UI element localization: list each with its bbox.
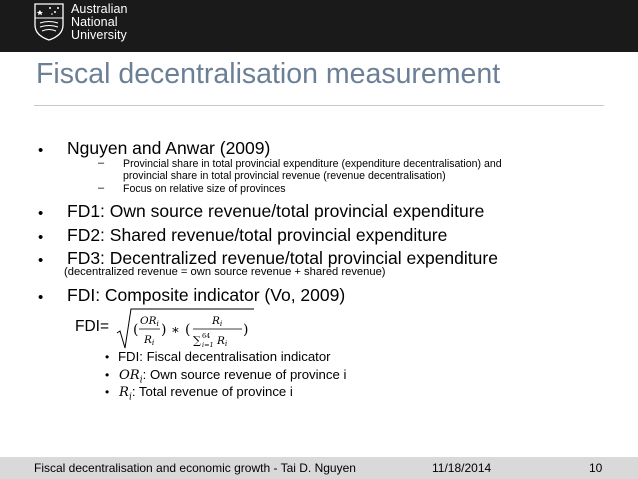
formula-times: ∗: [171, 323, 180, 338]
logo-line-3: University: [71, 28, 127, 42]
formula-paren: (: [185, 322, 191, 338]
bullet-dot: •: [105, 350, 110, 364]
bullet-dot: •: [38, 289, 44, 306]
dash-marker: –: [98, 182, 105, 194]
bullet-dot: •: [38, 142, 44, 159]
formula-r-denominator: Ri: [144, 334, 155, 347]
bullet-fdi: FDI: Composite indicator (Vo, 2009): [67, 285, 346, 305]
formula-sum-sign: ∑: [193, 334, 201, 347]
dash-marker: –: [98, 157, 105, 169]
def-fdi: FDI: Fiscal decentralisation indicator: [118, 349, 331, 364]
formula-r-sum: Ri: [217, 335, 228, 348]
bullet-fd1: FD1: Own source revenue/total provincial expenditure: [67, 201, 485, 221]
sub-bullet-line-1: Provincial share in total provincial expenditure (expenditure decentralisation) and: [123, 158, 502, 170]
formula-r-numerator: Ri: [212, 315, 223, 328]
formula-paren: (: [133, 322, 139, 338]
formula-paren: ): [243, 322, 249, 338]
bullet-dot: •: [105, 385, 110, 399]
fdi-formula: [116, 306, 256, 350]
def-r: $R_i$: Total revenue of province i: [119, 384, 293, 403]
anu-crest-icon: [34, 3, 64, 41]
logo-line-1: Australian: [71, 2, 128, 16]
sub-bullet-line-2: provincial share in total provincial revenue (revenue decentralisation): [123, 170, 446, 182]
footer-date: 11/18/2014: [432, 461, 492, 475]
bullet-dot: •: [105, 368, 110, 382]
bullet-nguyen-anwar: Nguyen and Anwar (2009): [67, 138, 271, 158]
bullet-fd2: FD2: Shared revenue/total provincial expenditure: [67, 225, 448, 245]
formula-sum-upper: 64: [202, 332, 211, 340]
sub-bullet-relative-size: Focus on relative size of provinces: [123, 183, 286, 195]
title-divider: [34, 105, 604, 106]
formula-paren: ): [161, 322, 167, 338]
anu-logo: [34, 3, 128, 42]
bullet-dot: •: [38, 252, 44, 269]
footer-title: Fiscal decentralisation and economic growth - Tai D. Nguyen: [34, 461, 356, 475]
bullet-dot: •: [38, 205, 44, 222]
bullet-fd3: FD3: Decentralized revenue/total provincial expenditure: [67, 248, 498, 268]
slide-title: Fiscal decentralisation measurement: [36, 58, 501, 90]
logo-line-2: National: [71, 15, 118, 29]
formula-sum-lower: i=1: [202, 341, 214, 349]
formula-lhs: FDI=: [75, 318, 110, 335]
bullet-dot: •: [38, 229, 44, 246]
formula-or-numerator: ORi: [140, 315, 159, 328]
def-or: $OR_i$: Own source revenue of province i: [119, 367, 347, 386]
sub-bullet-provincial-share: [123, 158, 502, 182]
slide-number: 10: [589, 461, 603, 475]
fd3-note: (decentralized revenue = own source revenue + shared revenue): [64, 266, 386, 278]
